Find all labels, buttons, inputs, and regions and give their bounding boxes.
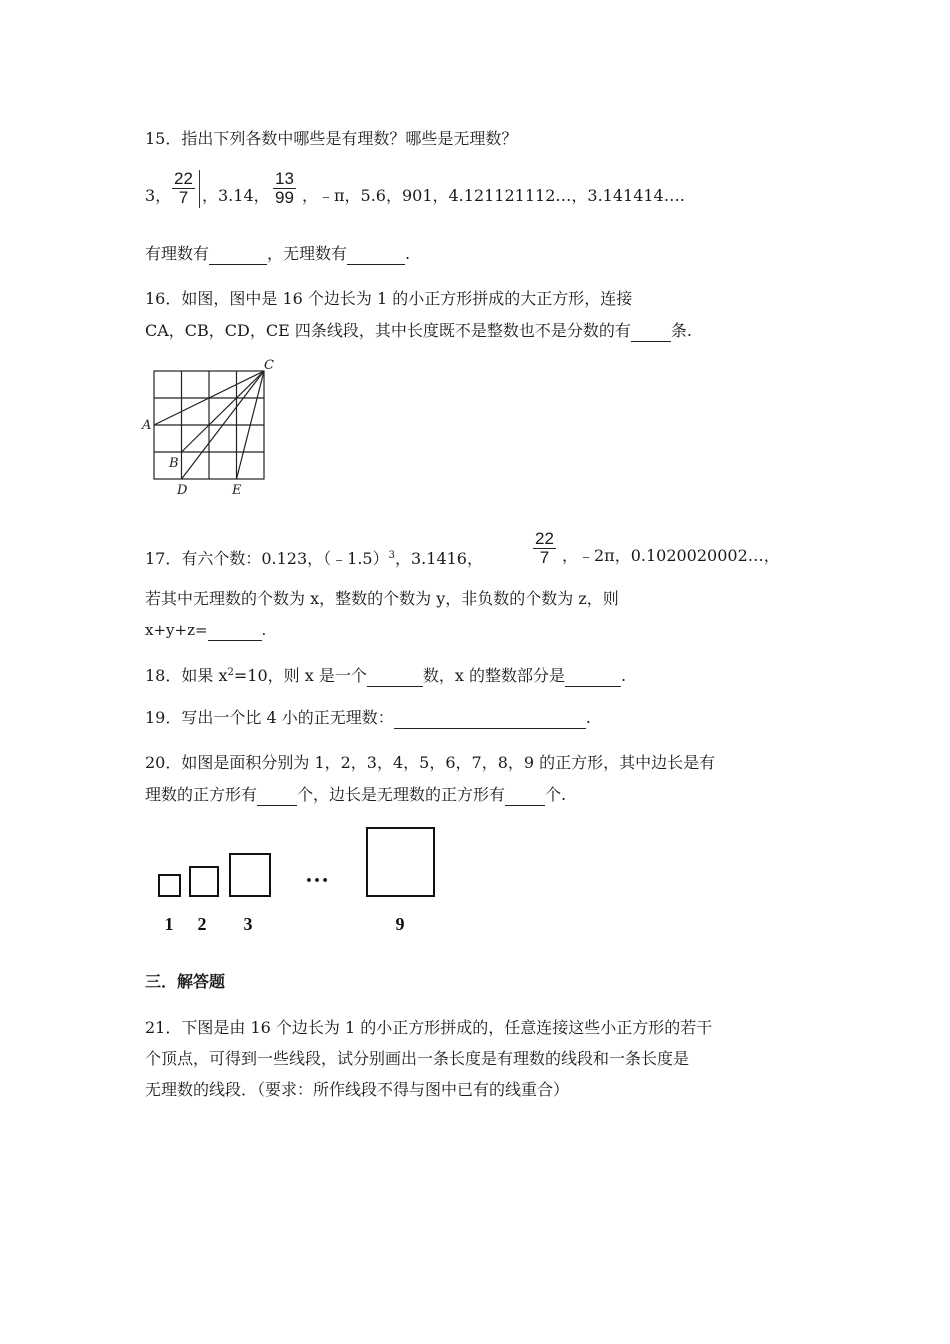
square-2 bbox=[190, 867, 218, 896]
blank bbox=[347, 248, 405, 265]
q15-numbers-rest: ，﹣π，5.6，901，4.121121112…，3.141414…. bbox=[302, 186, 685, 205]
square-9 bbox=[367, 828, 434, 896]
label-A: A bbox=[142, 418, 152, 433]
q16-line1: 16．如图，图中是 16 个边长为 1 的小正方形拼成的大正方形，连接 bbox=[145, 289, 633, 308]
blank bbox=[367, 670, 423, 687]
blank bbox=[209, 248, 267, 265]
square-1 bbox=[159, 875, 180, 896]
q15-numbers: 3， bbox=[145, 186, 172, 205]
ellipsis: … bbox=[305, 862, 329, 888]
label-E: E bbox=[232, 483, 242, 498]
q20-squares-figure bbox=[150, 820, 450, 940]
blank bbox=[394, 712, 586, 729]
label-B: B bbox=[169, 456, 179, 471]
q15-numbers-mid: ，3.14， bbox=[202, 186, 270, 205]
q15-answer: 有理数有 ，无理数有 . bbox=[145, 244, 411, 263]
q17-line1: 17．有六个数：0.123，（﹣1.5）$^3$，3.1416， bbox=[145, 549, 483, 568]
label-1: 1 bbox=[164, 914, 174, 934]
cursor-mark bbox=[199, 170, 200, 208]
q17-frac-22-7: $\frac{22}{7}$ bbox=[535, 529, 554, 567]
q21-line1: 21．下图是由 16 个边长为 1 的小正方形拼成的，任意连接这些小正方形的若干 bbox=[145, 1018, 713, 1037]
label-D: D bbox=[177, 483, 188, 498]
q16-line2: CA，CB，CD，CE 四条线段，其中长度既不是整数也不是分数的有 条. bbox=[145, 321, 692, 340]
label-2: 2 bbox=[197, 914, 207, 934]
q20-line2: 理数的正方形有 个，边长是无理数的正方形有 个. bbox=[145, 785, 567, 804]
q18: 18．如果 $x^2=10$，则 x 是一个 数，x 的整数部分是 . bbox=[145, 666, 627, 685]
q15-frac-13-99: $\frac{13}{99}$ bbox=[275, 169, 294, 207]
blank bbox=[631, 325, 671, 342]
q21-line2: 个顶点，可得到一些线段，试分别画出一条长度是有理数的线段和一条长度是 bbox=[145, 1049, 690, 1068]
q19: 19．写出一个比 4 小的正无理数： . bbox=[145, 708, 591, 727]
q21-line3: 无理数的线段．（要求：所作线段不得与图中已有的线重合） bbox=[145, 1080, 570, 1099]
q17-line1-rest: ，﹣2π，0.1020020002…， bbox=[562, 546, 780, 565]
q16-grid-figure bbox=[140, 355, 290, 500]
label-9: 9 bbox=[395, 914, 405, 934]
section-heading: 三．解答题 bbox=[145, 974, 226, 991]
label-3: 3 bbox=[243, 914, 253, 934]
square-3 bbox=[230, 854, 270, 896]
q17-line2: 若其中无理数的个数为 x，整数的个数为 y，非负数的个数为 z，则 bbox=[145, 589, 619, 608]
blank bbox=[208, 624, 262, 641]
q17-line3: x+y+z= . bbox=[145, 621, 267, 639]
blank bbox=[505, 789, 545, 806]
label-C: C bbox=[264, 358, 274, 373]
q15-title: 15．指出下列各数中哪些是有理数？哪些是无理数？ bbox=[145, 129, 518, 148]
blank bbox=[257, 789, 297, 806]
q20-line1: 20．如图是面积分别为 1，2，3，4，5，6，7，8，9 的正方形，其中边长是有 bbox=[145, 753, 716, 772]
blank bbox=[565, 670, 621, 687]
q15-frac-22-7: $\frac{22}{7}$ bbox=[174, 169, 193, 207]
